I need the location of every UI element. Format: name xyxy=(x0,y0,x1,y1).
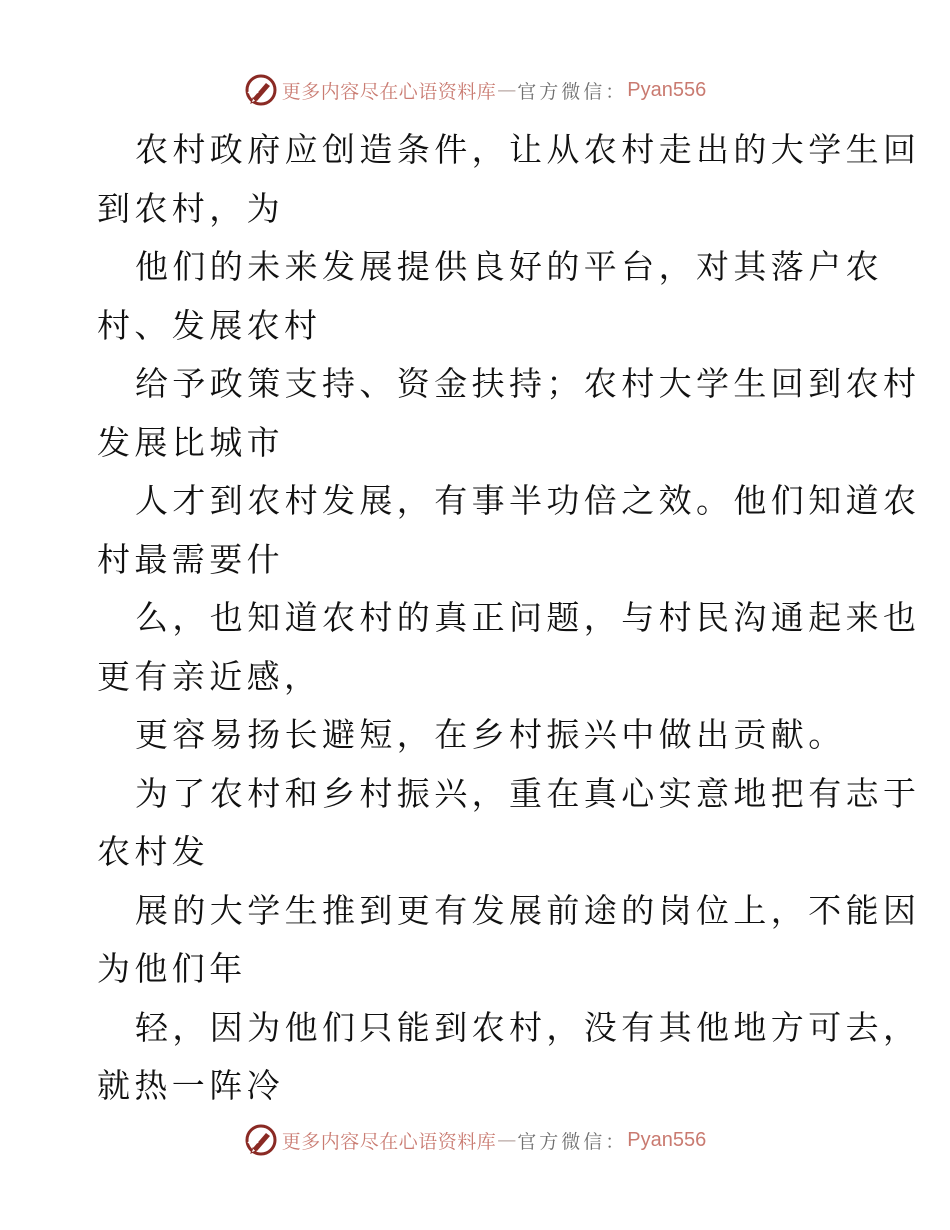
watermark-site-text: 更多内容尽在心语资料库 xyxy=(281,80,497,103)
watermark-wechat-id: Pyan556 xyxy=(627,78,707,101)
text-line: 更容易扬长避短，在乡村振兴中做出贡献。 xyxy=(135,715,846,754)
watermark-wechat-id: Pyan556 xyxy=(627,1128,707,1151)
watermark-label: 官方微信： xyxy=(517,1130,628,1153)
footer-watermark xyxy=(0,1120,950,1160)
watermark-site-text: 更多内容尽在心语资料库 xyxy=(281,1130,497,1153)
text-line: 就热一阵冷 xyxy=(97,1066,284,1105)
text-line: 农村政府应创造条件，让从农村走出的大学生回 xyxy=(135,130,921,169)
text-line: 为他们年 xyxy=(97,949,247,988)
watermark-dash: — xyxy=(497,79,517,101)
text-line: 发展比城市 xyxy=(97,422,284,462)
text-line: 给予政策支持、资金扶持；农村大学生回到农村 xyxy=(135,364,921,403)
header-watermark xyxy=(0,70,950,110)
watermark-label: 官方微信： xyxy=(517,80,628,103)
text-line: 展的大学生推到更有发展前途的岗位上，不能因 xyxy=(135,890,921,930)
text-line: 他们的未来发展提供良好的平台，对其落户农 xyxy=(135,247,883,286)
text-line: 么，也知道农村的真正问题，与村民沟通起来也 xyxy=(135,598,921,637)
text-line: 为了农村和乡村振兴，重在真心实意地把有志于 xyxy=(135,773,921,813)
text-line: 农村发 xyxy=(97,832,210,871)
text-line: 村、发展农村 xyxy=(97,305,322,345)
text-line: 到农村，为 xyxy=(97,188,284,228)
text-line: 村最需要什 xyxy=(97,539,284,579)
document-body xyxy=(97,121,921,1116)
pen-logo-icon xyxy=(244,73,278,107)
text-line: 人才到农村发展，有事半功倍之效。他们知道农 xyxy=(135,481,921,520)
text-line: 轻，因为他们只能到农村，没有其他地方可去， xyxy=(135,1007,921,1047)
text-line: 更有亲近感， xyxy=(97,656,322,696)
watermark-dash: — xyxy=(497,1129,517,1151)
pen-logo-icon xyxy=(244,1123,278,1157)
